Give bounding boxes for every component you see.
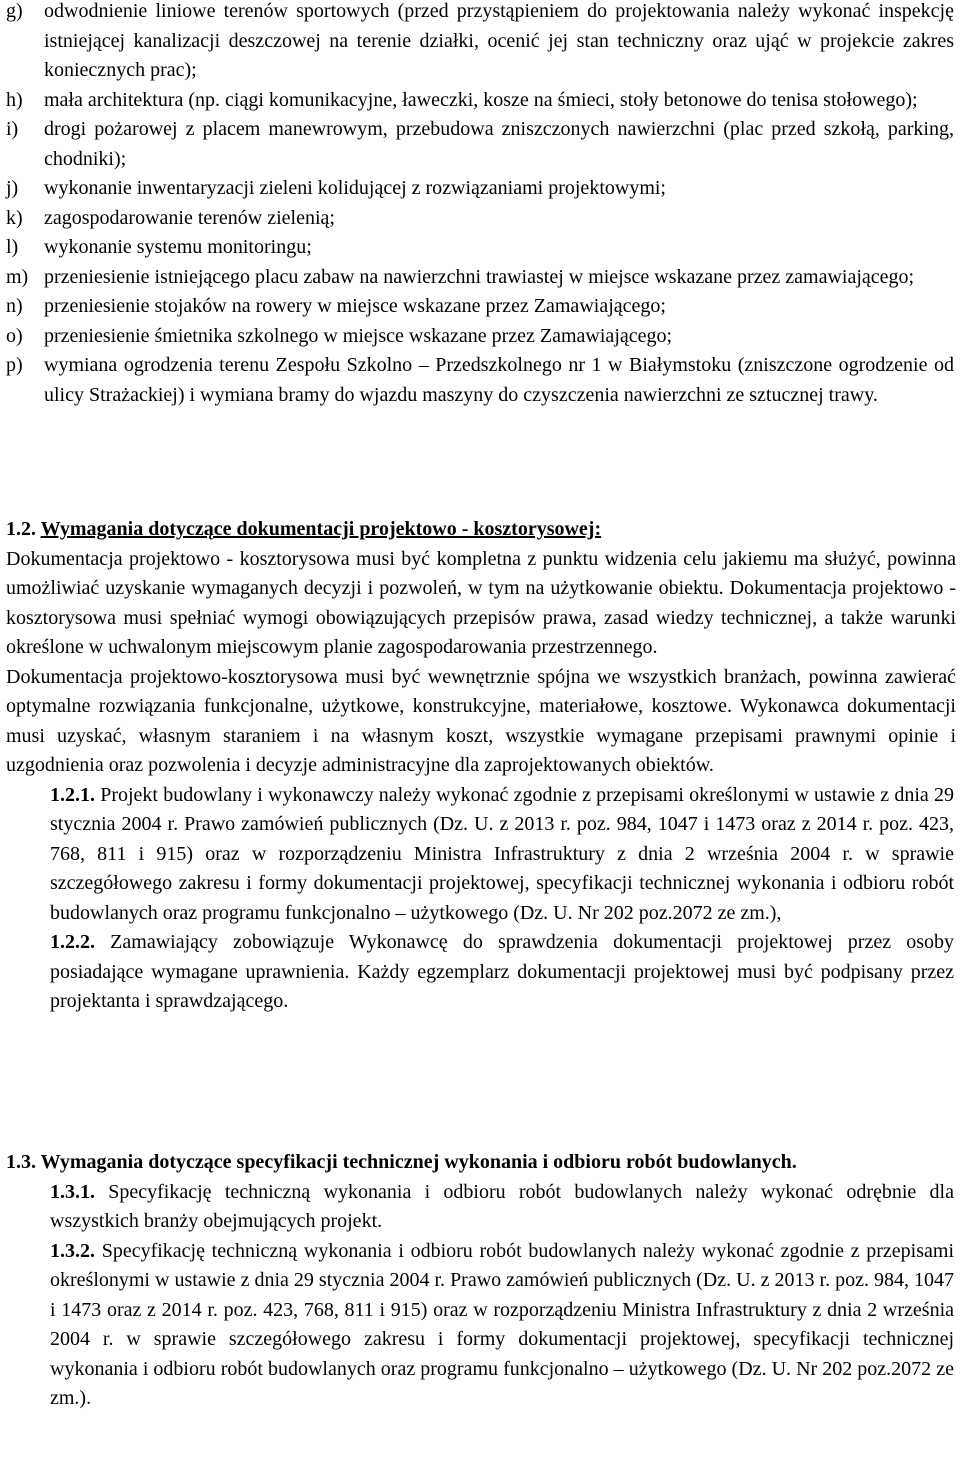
section-1-3 <box>0 1148 956 1414</box>
paragraph: Dokumentacja projektowo-kosztorysowa musi być wewnętrznie spójna we wszystkich branżach, powinna zawierać optymalne rozwiązania funkcjonalne, użytkowe, konstrukcyjne, materiałowe, kosztowe. Wykonawca dokumentacji musi uzyskać, własnym staraniem i na własnym koszt, wszystkie wymagane przepisami prawnymi opinie i uzgodnienia oraz pozwolenia i decyzje administracyjne dla zaprojektowanych obiektów. <box>6 665 956 776</box>
list-text: wykonanie systemu monitoringu; <box>44 236 312 258</box>
list-item <box>0 174 958 204</box>
list-text: zagospodarowanie terenów zielenią; <box>44 206 335 229</box>
section-heading <box>0 1148 956 1178</box>
subsection <box>0 1178 956 1237</box>
subsection-text: Specyfikację techniczną wykonania i odbioru robót budowlanych należy wykonać zgodnie z przepisami określonymi w ustawie z dnia 29 stycznia 2004 r. Prawo zamówień publicznych (Dz. U. z 2013 r. poz. 984, 1047 i 1473 oraz z 2014 r. poz. 423, 768, 811 i 915) oraz w rozporządzeniu Ministra Infrastruktury z dnia 2 września 2004 r. w sprawie szczegółowego zakresu i formy dokumentacji projektowej, specyfikacji technicznej wykonania i odbioru robót budowlanych oraz programu funkcjonalno – użytkowego (Dz. U. Nr 202 poz.2072 ze zm.). <box>50 1239 955 1409</box>
subsection-number: 1.3.1. <box>50 1180 95 1203</box>
list-marker: p) <box>6 354 23 376</box>
section-title: Wymagania dotyczące dokumentacji projektowo - kosztorysowej: <box>40 518 602 540</box>
list-marker: n) <box>6 295 23 317</box>
subsection-text: Zamawiający zobowiązuje Wykonawcę do sprawdzenia dokumentacji projektowej przez osoby posiadające wymagane uprawnienia. Każdy egzemplarz dokumentacji projektowej musi być podpisany przez projektanta i sprawdzającego. <box>50 931 955 1012</box>
paragraph: Dokumentacja projektowo - kosztorysowa musi być kompletna z punktu widzenia celu jakiemu ma służyć, powinna umożliwiać uzyskanie wymaganych decyzji i pozwoleń, w tym na użytkowanie obiektu. Dokumentacja projektowo - kosztorysowa musi spełniać wymogi obowiązujących przepisów prawa, zasad wiedzy technicznej, a także warunki określone w uchwalonym miejscowym planie zagospodarowania przestrzennego. <box>6 547 956 658</box>
list-text: wymiana ogrodzenia terenu Zespołu Szkolno – Przedszkolnego nr 1 w Białymstoku (zniszczone ogrodzenie od ulicy Strażackiej) i wymiana bramy do wjazdu maszyny do czyszczenia nawierzchni ze sztucznej trawy. <box>44 354 954 406</box>
section-number: 1.2. <box>6 518 36 540</box>
subsection-number: 1.2.1. <box>50 783 95 806</box>
list-marker: k) <box>6 206 23 229</box>
subsection-text: Projekt budowlany i wykonawczy należy wykonać zgodnie z przepisami określonymi w ustawie z dnia 29 stycznia 2004 r. Prawo zamówień publicznych (Dz. U. z 2013 r. poz. 984, 1047 i 1473 oraz z 2014 r. poz. 423, 768, 811 i 915) oraz w rozporządzeniu Ministra Infrastruktury z dnia 2 września 2004 r. w sprawie szczegółowego zakresu i formy dokumentacji projektowej, specyfikacji technicznej wykonania i odbioru robót budowlanych oraz programu funkcjonalno – użytkowego (Dz. U. Nr 202 poz.2072 ze zm.), <box>50 783 954 924</box>
list-marker: j) <box>6 177 19 199</box>
list-marker: i) <box>6 118 19 140</box>
subsection-number: 1.3.2. <box>50 1239 95 1262</box>
subsection-number: 1.2.2. <box>50 931 95 953</box>
list-marker: o) <box>6 324 23 347</box>
section-heading <box>0 515 956 545</box>
list-item <box>0 204 958 234</box>
list-marker: g) <box>6 0 23 22</box>
list-item <box>0 263 958 293</box>
subsection-text: Specyfikację techniczną wykonania i odbioru robót budowlanych należy wykonać odrębnie dla wszystkich branży obejmujących projekt. <box>50 1180 954 1232</box>
list-marker: m) <box>6 265 29 288</box>
section-number: 1.3. <box>6 1151 36 1173</box>
list-item <box>0 292 958 322</box>
list-text: wykonanie inwentaryzacji zieleni kolidującej z rozwiązaniami projektowymi; <box>44 177 666 199</box>
list-text: przeniesienie śmietnika szkolnego w miejsce wskazane przez Zamawiającego; <box>44 324 673 347</box>
subsection <box>0 781 956 929</box>
list-item <box>0 233 958 263</box>
scope-list <box>0 0 960 410</box>
list-marker: l) <box>6 236 19 258</box>
list-text: przeniesienie istniejącego placu zabaw na nawierzchni trawiastej w miejsce wskazane przez zamawiającego; <box>44 265 915 288</box>
section-1-2 <box>0 515 956 1017</box>
list-item <box>0 115 958 174</box>
list-text: odwodnienie liniowe terenów sportowych (przed przystąpieniem do projektowania należy wykonać inspekcję istniejącej kanalizacji deszczowej na terenie działki, ocenić jej stan techniczny oraz ująć w projekcie zakres koniecznych prac); <box>44 0 954 81</box>
list-item <box>0 351 958 410</box>
section-title: Wymagania dotyczące specyfikacji technicznej wykonania i odbioru robót budowlanych. <box>40 1151 797 1173</box>
subsection <box>0 1237 956 1414</box>
list-text: przeniesienie stojaków na rowery w miejsce wskazane przez Zamawiającego; <box>44 295 666 317</box>
list-marker: h) <box>6 88 23 111</box>
list-item <box>0 86 958 116</box>
list-text: mała architektura (np. ciągi komunikacyjne, ławeczki, kosze na śmieci, stoły betonowe do tenisa stołowego); <box>44 88 918 111</box>
list-item <box>0 0 958 86</box>
subsection <box>0 928 956 1017</box>
list-text: drogi pożarowej z placem manewrowym, przebudowa zniszczonych nawierzchni (plac przed szkołą, parking, chodniki); <box>44 118 954 170</box>
list-item <box>0 322 958 352</box>
